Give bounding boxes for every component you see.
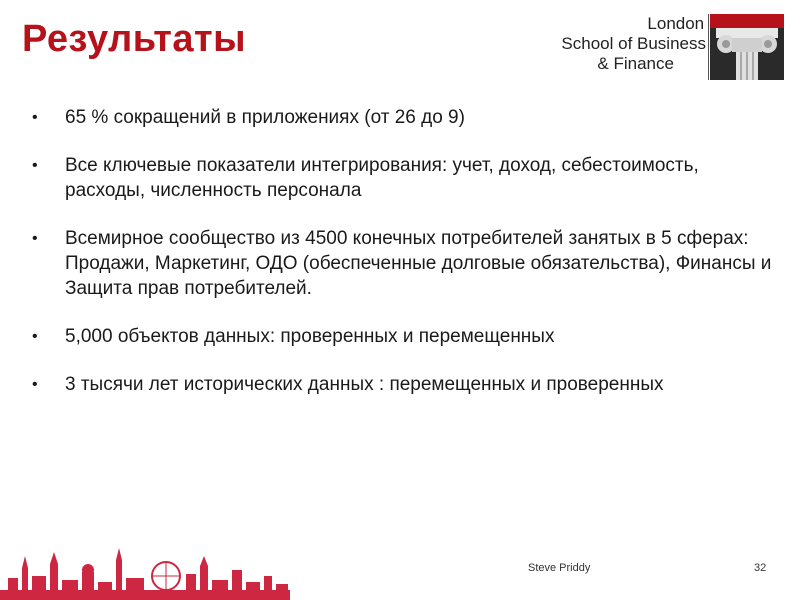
- list-item: [30, 153, 780, 203]
- list-item: [30, 226, 780, 301]
- bullet-glyph: •: [32, 328, 38, 345]
- bullet-glyph: •: [32, 376, 38, 393]
- list-item: [30, 372, 780, 397]
- logo-divider: [708, 14, 709, 80]
- bullet-list: [30, 105, 780, 420]
- bullet-text: Все ключевые показатели интегрирования: учет, доход, себестоимость, расходы, численность персонала: [65, 155, 699, 201]
- lsbf-logo: [561, 14, 786, 80]
- list-item: [30, 324, 780, 349]
- bullet-text: 65 % сокращений в приложениях (от 26 до 9): [65, 107, 465, 128]
- logo-text: [561, 14, 706, 74]
- logo-line-3: & Finance: [597, 54, 674, 73]
- bullet-text: 3 тысячи лет исторических данных : перемещенных и проверенных: [65, 374, 664, 395]
- column-capital-icon: [710, 14, 784, 80]
- london-skyline-icon: [0, 540, 290, 600]
- list-item: [30, 105, 780, 130]
- logo-line-1: London: [647, 14, 705, 33]
- page-number: 32: [754, 562, 767, 574]
- footer-author: Steve Priddy: [528, 562, 591, 574]
- slide-title: Результаты: [22, 18, 247, 60]
- bullet-text: 5,000 объектов данных: проверенных и перемещенных: [65, 326, 555, 347]
- bullet-glyph: •: [32, 109, 38, 126]
- bullet-glyph: •: [32, 230, 38, 247]
- bullet-text: Всемирное сообщество из 4500 конечных потребителей занятых в 5 сферах: Продажи, Маркетинг, ОДО (обеспеченные долговые обязательства), Финансы и Защита прав потребителей.: [65, 228, 772, 299]
- bullet-glyph: •: [32, 157, 38, 174]
- logo-line-2: School of Business: [561, 34, 706, 53]
